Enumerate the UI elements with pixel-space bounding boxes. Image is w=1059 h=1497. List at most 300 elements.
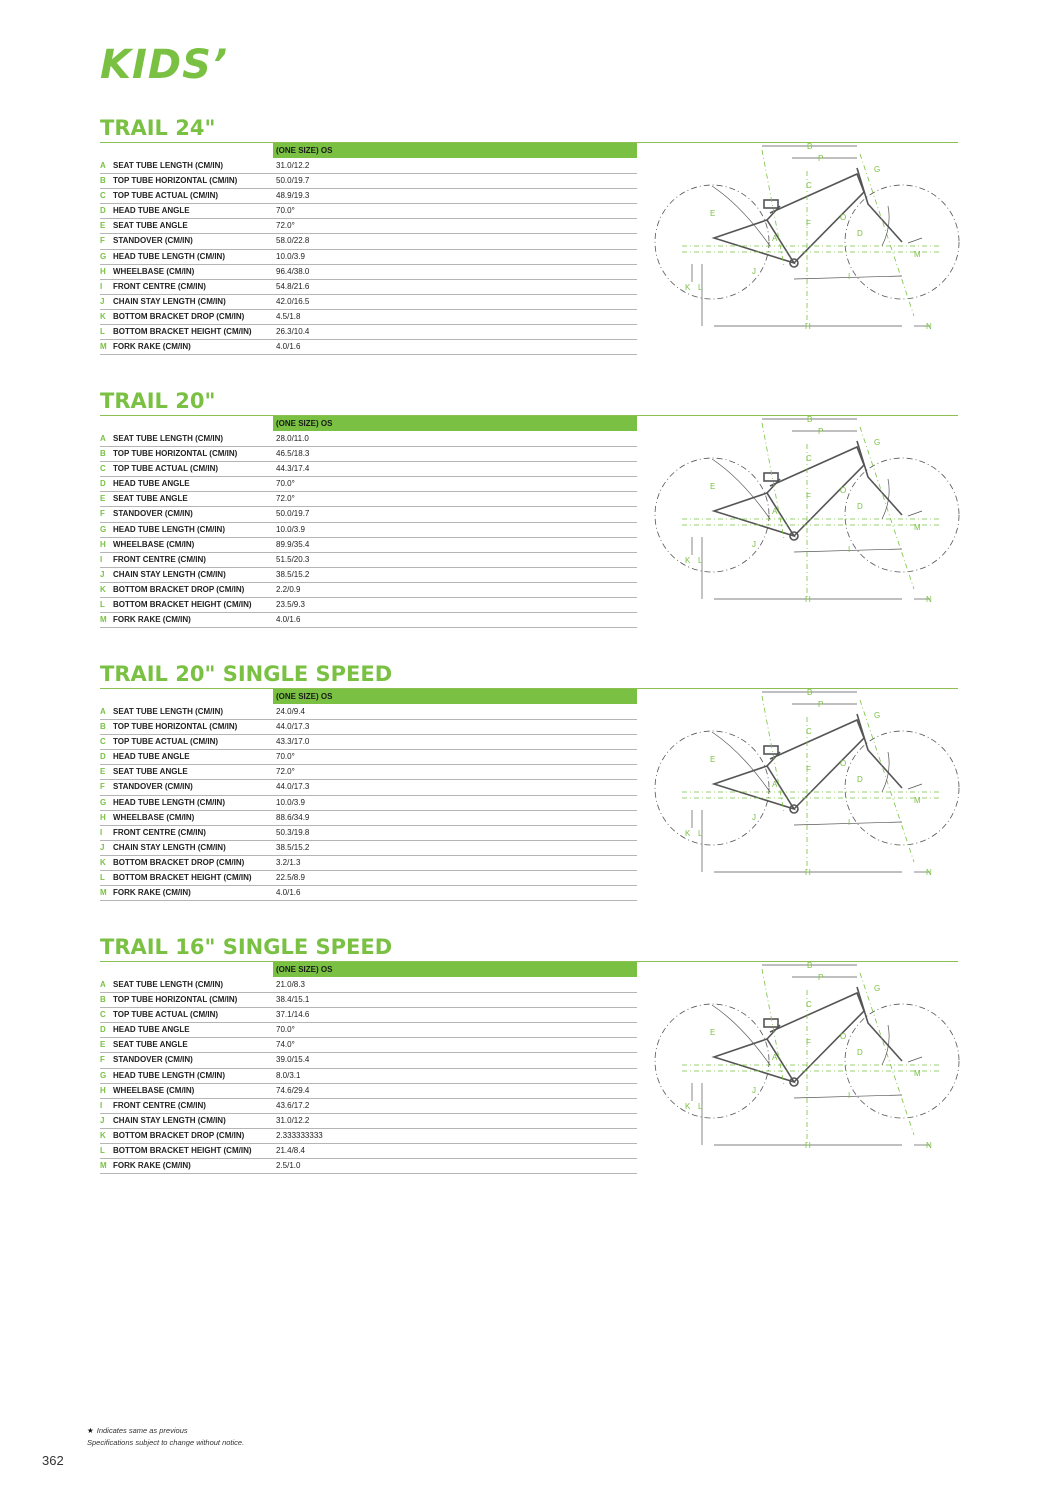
diagram-label-i: I bbox=[848, 545, 851, 554]
dimension-guides bbox=[682, 150, 942, 326]
table-row bbox=[100, 978, 637, 993]
table-row bbox=[100, 735, 637, 750]
dimension-label: FORK RAKE (CM/IN) bbox=[113, 342, 191, 352]
dimension-value: 70.0° bbox=[276, 206, 295, 216]
dimension-letter: J bbox=[100, 569, 105, 579]
dimension-label: FRONT CENTRE (CM/IN) bbox=[113, 827, 206, 837]
table-row bbox=[100, 811, 637, 826]
dimension-value: 38.5/15.2 bbox=[276, 569, 310, 579]
dimension-letter: B bbox=[100, 722, 106, 732]
table-row bbox=[100, 1129, 637, 1144]
table-row bbox=[100, 523, 637, 538]
diagram-label-k: K bbox=[685, 283, 691, 292]
dimension-letter: I bbox=[100, 281, 103, 291]
dimension-label: FRONT CENTRE (CM/IN) bbox=[113, 1100, 206, 1110]
dimension-value: 70.0° bbox=[276, 479, 295, 489]
diagram-label-i: I bbox=[848, 1091, 851, 1100]
dimension-letter: E bbox=[100, 767, 106, 777]
footnote-specifications: Specifications subject to change without notice. bbox=[87, 1438, 245, 1447]
diagram-label-h: H bbox=[805, 1141, 811, 1150]
table-row bbox=[100, 1084, 637, 1099]
dimension-value: 38.4/15.1 bbox=[276, 995, 310, 1005]
dimension-value: 31.0/12.2 bbox=[276, 1115, 310, 1125]
diagram-label-c: C bbox=[806, 454, 812, 463]
dimension-letter: K bbox=[100, 311, 106, 321]
dimension-value: 2.2/0.9 bbox=[276, 584, 301, 594]
dimension-value: 24.0/9.4 bbox=[276, 707, 305, 716]
dimension-letter: I bbox=[100, 554, 103, 564]
dimension-label: BOTTOM BRACKET HEIGHT (CM/IN) bbox=[113, 327, 252, 337]
steer-axis-line bbox=[860, 973, 914, 1135]
table-row bbox=[100, 841, 637, 856]
front-triangle bbox=[767, 447, 864, 536]
dimension-value: 10.0/3.9 bbox=[276, 251, 305, 261]
dimension-label: STANDOVER (CM/IN) bbox=[113, 1055, 193, 1065]
dimension-label: SEAT TUBE ANGLE bbox=[113, 767, 188, 777]
dimension-letter: E bbox=[100, 221, 106, 231]
fork bbox=[857, 168, 902, 242]
geometry-diagram-container bbox=[652, 142, 958, 331]
dimension-value: 70.0° bbox=[276, 752, 295, 762]
dimension-guides bbox=[682, 969, 942, 1145]
diagram-label-d: D bbox=[857, 775, 863, 784]
geometry-table bbox=[100, 978, 637, 1174]
diagram-label-g: G bbox=[874, 711, 881, 720]
table-row bbox=[100, 204, 637, 219]
dimension-label: SEAT TUBE ANGLE bbox=[113, 1040, 188, 1050]
dimension-label: BOTTOM BRACKET DROP (CM/IN) bbox=[113, 584, 245, 594]
geometry-table bbox=[100, 159, 637, 355]
dimension-value: 2.5/1.0 bbox=[276, 1161, 301, 1171]
diagram-label-a: A bbox=[772, 1053, 778, 1062]
dimension-label: BOTTOM BRACKET DROP (CM/IN) bbox=[113, 311, 245, 321]
table-row bbox=[100, 462, 637, 477]
table-row bbox=[100, 310, 637, 325]
diagram-label-b: B bbox=[807, 415, 813, 424]
dimension-value: 46.5/18.3 bbox=[276, 449, 310, 459]
dimension-value: 31.0/12.2 bbox=[276, 161, 310, 170]
table-row bbox=[100, 295, 637, 310]
diagram-label-j: J bbox=[752, 813, 756, 822]
steer-axis-line bbox=[860, 154, 914, 316]
dimension-value: 39.0/15.4 bbox=[276, 1055, 310, 1065]
geometry-diagram bbox=[652, 961, 958, 1150]
table-row bbox=[100, 189, 637, 204]
seat-clamp bbox=[764, 200, 778, 208]
diagram-label-j: J bbox=[752, 267, 756, 276]
diagram-label-f: F bbox=[806, 1038, 811, 1047]
table-row bbox=[100, 174, 637, 189]
dimension-value: 88.6/34.9 bbox=[276, 812, 310, 822]
table-row bbox=[100, 477, 637, 492]
dimension-label: HEAD TUBE LENGTH (CM/IN) bbox=[113, 524, 225, 534]
dimension-letter: D bbox=[100, 1025, 106, 1035]
dimension-letter: E bbox=[100, 1040, 106, 1050]
diagram-label-m: M bbox=[914, 1069, 921, 1078]
section-title: TRAIL 16" SINGLE SPEED bbox=[100, 935, 393, 959]
diagram-label-e: E bbox=[710, 482, 716, 491]
dimension-letter: L bbox=[100, 600, 105, 610]
dimension-value: 4.0/1.6 bbox=[276, 888, 301, 898]
dimension-label: HEAD TUBE LENGTH (CM/IN) bbox=[113, 797, 225, 807]
footer-notes bbox=[87, 1425, 244, 1449]
dimension-value: 74.0° bbox=[276, 1040, 295, 1050]
dimension-value: 23.5/9.3 bbox=[276, 600, 305, 610]
size-column-header: (ONE SIZE) OS bbox=[273, 143, 637, 158]
dimension-letter: L bbox=[100, 1146, 105, 1156]
geometry-diagram-container bbox=[652, 415, 958, 604]
front-triangle bbox=[767, 174, 864, 263]
dimension-arrows bbox=[692, 146, 930, 326]
table-row bbox=[100, 250, 637, 265]
table-row bbox=[100, 1114, 637, 1129]
size-column-header: (ONE SIZE) OS bbox=[273, 689, 637, 704]
diagram-label-p: P bbox=[818, 154, 824, 163]
dimension-letter: H bbox=[100, 539, 106, 549]
section-title: TRAIL 20" bbox=[100, 389, 216, 413]
size-column-header: (ONE SIZE) OS bbox=[273, 416, 637, 431]
table-row bbox=[100, 234, 637, 249]
table-row bbox=[100, 492, 637, 507]
dimension-label: SEAT TUBE LENGTH (CM/IN) bbox=[113, 707, 224, 716]
diagram-label-d: D bbox=[857, 502, 863, 511]
rear-wheel bbox=[655, 1004, 769, 1118]
dimension-letter: C bbox=[100, 464, 106, 474]
dimension-value: 43.6/17.2 bbox=[276, 1100, 310, 1110]
diagram-label-c: C bbox=[806, 1000, 812, 1009]
diagram-label-l: L bbox=[698, 556, 703, 565]
dimension-value: 51.5/20.3 bbox=[276, 554, 310, 564]
diagram-label-e: E bbox=[710, 209, 716, 218]
dimension-label: CHAIN STAY LENGTH (CM/IN) bbox=[113, 296, 226, 306]
rear-wheel bbox=[655, 185, 769, 299]
dimension-letter: K bbox=[100, 1130, 106, 1140]
dimension-letter: G bbox=[100, 251, 107, 261]
diagram-label-g: G bbox=[874, 438, 881, 447]
fork bbox=[857, 714, 902, 788]
dimension-value: 72.0° bbox=[276, 221, 295, 231]
dimension-label: HEAD TUBE LENGTH (CM/IN) bbox=[113, 1070, 225, 1080]
dimension-value: 54.8/21.6 bbox=[276, 281, 310, 291]
table-row bbox=[100, 1023, 637, 1038]
table-row bbox=[100, 219, 637, 234]
footnote-same-as-previous: Indicates same as previous bbox=[96, 1426, 188, 1435]
dimension-label: TOP TUBE ACTUAL (CM/IN) bbox=[113, 191, 219, 201]
dimension-value: 44.0/17.3 bbox=[276, 782, 310, 792]
dimension-label: WHEELBASE (CM/IN) bbox=[113, 1085, 195, 1095]
dimension-label: SEAT TUBE LENGTH (CM/IN) bbox=[113, 434, 224, 443]
dimension-letter: B bbox=[100, 449, 106, 459]
dimension-letter: D bbox=[100, 479, 106, 489]
dimension-value: 3.2/1.3 bbox=[276, 857, 301, 867]
dimension-letter: L bbox=[100, 873, 105, 883]
dimension-label: WHEELBASE (CM/IN) bbox=[113, 812, 195, 822]
diagram-label-l: L bbox=[698, 1102, 703, 1111]
dimension-label: FORK RAKE (CM/IN) bbox=[113, 888, 191, 898]
dimension-value: 2.333333333 bbox=[276, 1130, 323, 1140]
dimension-letter: L bbox=[100, 327, 105, 337]
table-row bbox=[100, 796, 637, 811]
diagram-label-g: G bbox=[874, 984, 881, 993]
dimension-label: BOTTOM BRACKET DROP (CM/IN) bbox=[113, 857, 245, 867]
table-row bbox=[100, 871, 637, 886]
dimension-label: TOP TUBE HORIZONTAL (CM/IN) bbox=[113, 995, 238, 1005]
dimension-letter: M bbox=[100, 615, 107, 625]
dimension-value: 10.0/3.9 bbox=[276, 797, 305, 807]
front-triangle bbox=[767, 993, 864, 1082]
diagram-label-p: P bbox=[818, 700, 824, 709]
page-number: 362 bbox=[42, 1453, 64, 1468]
dimension-label: FRONT CENTRE (CM/IN) bbox=[113, 554, 206, 564]
dimension-guides bbox=[682, 423, 942, 599]
dimension-letter: J bbox=[100, 1115, 105, 1125]
dimension-value: 50.0/19.7 bbox=[276, 176, 310, 186]
table-row bbox=[100, 765, 637, 780]
dimension-letter: G bbox=[100, 797, 107, 807]
table-row bbox=[100, 1144, 637, 1159]
dimension-value: 50.0/19.7 bbox=[276, 509, 310, 519]
dimension-label: FORK RAKE (CM/IN) bbox=[113, 1161, 191, 1171]
diagram-label-o: O bbox=[840, 759, 847, 768]
dimension-label: HEAD TUBE ANGLE bbox=[113, 479, 190, 489]
dimension-letter: B bbox=[100, 995, 106, 1005]
section-title: TRAIL 24" bbox=[100, 116, 216, 140]
geometry-diagram-container bbox=[652, 688, 958, 877]
dimension-value: 58.0/22.8 bbox=[276, 236, 310, 246]
dimension-value: 89.9/35.4 bbox=[276, 539, 310, 549]
dimension-label: TOP TUBE HORIZONTAL (CM/IN) bbox=[113, 176, 238, 186]
steer-axis-line bbox=[860, 427, 914, 589]
table-row bbox=[100, 265, 637, 280]
dimension-value: 4.5/1.8 bbox=[276, 311, 301, 321]
table-row bbox=[100, 1038, 637, 1053]
diagram-label-d: D bbox=[857, 229, 863, 238]
dimension-value: 43.3/17.0 bbox=[276, 737, 310, 747]
diagram-label-m: M bbox=[914, 796, 921, 805]
geometry-diagram-container bbox=[652, 961, 958, 1150]
diagram-label-b: B bbox=[807, 688, 813, 697]
table-row bbox=[100, 340, 637, 355]
table-row bbox=[100, 598, 637, 613]
dimension-letter: B bbox=[100, 176, 106, 186]
dimension-label: CHAIN STAY LENGTH (CM/IN) bbox=[113, 1115, 226, 1125]
dimension-letter: H bbox=[100, 812, 106, 822]
dimension-letter: M bbox=[100, 1161, 107, 1171]
table-row bbox=[100, 750, 637, 765]
dimension-letter: H bbox=[100, 266, 106, 276]
dimension-value: 38.5/15.2 bbox=[276, 842, 310, 852]
dimension-letter: C bbox=[100, 1010, 106, 1020]
diagram-label-b: B bbox=[807, 961, 813, 970]
dimension-guides bbox=[682, 696, 942, 872]
dimension-label: SEAT TUBE ANGLE bbox=[113, 494, 188, 504]
table-row bbox=[100, 1069, 637, 1084]
dimension-letter: G bbox=[100, 524, 107, 534]
table-row bbox=[100, 447, 637, 462]
dimension-letter: I bbox=[100, 1100, 103, 1110]
diagram-label-n: N bbox=[926, 868, 932, 877]
table-row bbox=[100, 538, 637, 553]
table-row bbox=[100, 159, 637, 174]
dimension-arrows bbox=[692, 692, 930, 872]
table-row bbox=[100, 613, 637, 628]
diagram-label-p: P bbox=[818, 973, 824, 982]
diagram-label-i: I bbox=[848, 272, 851, 281]
table-row bbox=[100, 583, 637, 598]
dimension-label: HEAD TUBE LENGTH (CM/IN) bbox=[113, 251, 225, 261]
dimension-label: BOTTOM BRACKET HEIGHT (CM/IN) bbox=[113, 873, 252, 883]
dimension-letter: A bbox=[100, 161, 106, 170]
dimension-letter: F bbox=[100, 236, 105, 246]
fork bbox=[857, 441, 902, 515]
table-row bbox=[100, 720, 637, 735]
diagram-label-o: O bbox=[840, 213, 847, 222]
rear-wheel bbox=[655, 458, 769, 572]
table-row bbox=[100, 568, 637, 583]
page-title: KIDS’ bbox=[100, 42, 229, 88]
fork bbox=[857, 987, 902, 1061]
diagram-label-n: N bbox=[926, 1141, 932, 1150]
dimension-value: 70.0° bbox=[276, 1025, 295, 1035]
dimension-value: 21.4/8.4 bbox=[276, 1146, 305, 1156]
diagram-label-h: H bbox=[805, 595, 811, 604]
table-row bbox=[100, 325, 637, 340]
dimension-label: TOP TUBE ACTUAL (CM/IN) bbox=[113, 737, 219, 747]
dimension-value: 21.0/8.3 bbox=[276, 980, 305, 989]
size-column-header: (ONE SIZE) OS bbox=[273, 962, 637, 977]
table-row bbox=[100, 553, 637, 568]
dimension-letter: G bbox=[100, 1070, 107, 1080]
dimension-label: TOP TUBE ACTUAL (CM/IN) bbox=[113, 464, 219, 474]
diagram-label-h: H bbox=[805, 868, 811, 877]
diagram-label-c: C bbox=[806, 181, 812, 190]
table-row bbox=[100, 993, 637, 1008]
seat-clamp bbox=[764, 746, 778, 754]
dimension-letter: C bbox=[100, 737, 106, 747]
geometry-diagram bbox=[652, 415, 958, 604]
table-row bbox=[100, 826, 637, 841]
dimension-letter: D bbox=[100, 206, 106, 216]
section-title: TRAIL 20" SINGLE SPEED bbox=[100, 662, 393, 686]
dimension-label: WHEELBASE (CM/IN) bbox=[113, 266, 195, 276]
diagram-label-m: M bbox=[914, 250, 921, 259]
diagram-label-k: K bbox=[685, 829, 691, 838]
dimension-letter: M bbox=[100, 342, 107, 352]
dimension-value: 72.0° bbox=[276, 494, 295, 504]
diagram-label-p: P bbox=[818, 427, 824, 436]
diagram-label-j: J bbox=[752, 540, 756, 549]
geometry-table bbox=[100, 432, 637, 628]
dimension-label: CHAIN STAY LENGTH (CM/IN) bbox=[113, 569, 226, 579]
dimension-value: 50.3/19.8 bbox=[276, 827, 310, 837]
diagram-label-f: F bbox=[806, 765, 811, 774]
dimension-arrows bbox=[692, 965, 930, 1145]
diagram-label-a: A bbox=[772, 507, 778, 516]
dimension-label: STANDOVER (CM/IN) bbox=[113, 782, 193, 792]
dimension-letter: K bbox=[100, 584, 106, 594]
diagram-label-f: F bbox=[806, 492, 811, 501]
table-row bbox=[100, 1159, 637, 1174]
dimension-value: 44.3/17.4 bbox=[276, 464, 310, 474]
diagram-label-k: K bbox=[685, 1102, 691, 1111]
dimension-letter: D bbox=[100, 752, 106, 762]
dimension-label: STANDOVER (CM/IN) bbox=[113, 236, 193, 246]
diagram-label-n: N bbox=[926, 595, 932, 604]
seat-clamp bbox=[764, 473, 778, 481]
dimension-label: HEAD TUBE ANGLE bbox=[113, 752, 190, 762]
dimension-label: FRONT CENTRE (CM/IN) bbox=[113, 281, 206, 291]
dimension-arrows bbox=[692, 419, 930, 599]
dimension-letter: E bbox=[100, 494, 106, 504]
dimension-label: STANDOVER (CM/IN) bbox=[113, 509, 193, 519]
table-row bbox=[100, 507, 637, 522]
dimension-label: CHAIN STAY LENGTH (CM/IN) bbox=[113, 842, 226, 852]
diagram-label-l: L bbox=[698, 283, 703, 292]
diagram-label-f: F bbox=[806, 219, 811, 228]
diagram-label-j: J bbox=[752, 1086, 756, 1095]
dimension-label: BOTTOM BRACKET DROP (CM/IN) bbox=[113, 1130, 245, 1140]
dimension-label: TOP TUBE HORIZONTAL (CM/IN) bbox=[113, 722, 238, 732]
dimension-letter: C bbox=[100, 191, 106, 201]
dimension-letter: J bbox=[100, 842, 105, 852]
dimension-letter: K bbox=[100, 857, 106, 867]
diagram-label-a: A bbox=[772, 234, 778, 243]
steer-axis-line bbox=[860, 700, 914, 862]
dimension-label: FORK RAKE (CM/IN) bbox=[113, 615, 191, 625]
dimension-letter: M bbox=[100, 888, 107, 898]
dimension-value: 48.9/19.3 bbox=[276, 191, 310, 201]
diagram-label-a: A bbox=[772, 780, 778, 789]
table-row bbox=[100, 1099, 637, 1114]
dimension-label: SEAT TUBE LENGTH (CM/IN) bbox=[113, 161, 224, 170]
dimension-letter: F bbox=[100, 509, 105, 519]
dimension-value: 72.0° bbox=[276, 767, 295, 777]
dimension-value: 10.0/3.9 bbox=[276, 524, 305, 534]
dimension-value: 44.0/17.3 bbox=[276, 722, 310, 732]
dimension-letter: A bbox=[100, 980, 106, 989]
diagram-label-b: B bbox=[807, 142, 813, 151]
dimension-letter: H bbox=[100, 1085, 106, 1095]
dimension-value: 28.0/11.0 bbox=[276, 434, 309, 443]
dimension-value: 22.5/8.9 bbox=[276, 873, 305, 883]
dimension-value: 8.0/3.1 bbox=[276, 1070, 301, 1080]
diagram-label-c: C bbox=[806, 727, 812, 736]
dimension-value: 4.0/1.6 bbox=[276, 342, 301, 352]
diagram-label-h: H bbox=[805, 322, 811, 331]
diagram-label-d: D bbox=[857, 1048, 863, 1057]
dimension-letter: I bbox=[100, 827, 103, 837]
front-triangle bbox=[767, 720, 864, 809]
diagram-label-l: L bbox=[698, 829, 703, 838]
seat-clamp bbox=[764, 1019, 778, 1027]
table-row bbox=[100, 280, 637, 295]
dimension-label: TOP TUBE HORIZONTAL (CM/IN) bbox=[113, 449, 238, 459]
dimension-value: 37.1/14.6 bbox=[276, 1010, 310, 1020]
table-row bbox=[100, 780, 637, 795]
table-row bbox=[100, 886, 637, 901]
dimension-label: TOP TUBE ACTUAL (CM/IN) bbox=[113, 1010, 219, 1020]
dimension-letter: F bbox=[100, 1055, 105, 1065]
dimension-label: HEAD TUBE ANGLE bbox=[113, 1025, 190, 1035]
dimension-label: BOTTOM BRACKET HEIGHT (CM/IN) bbox=[113, 1146, 252, 1156]
dimension-label: WHEELBASE (CM/IN) bbox=[113, 539, 195, 549]
dimension-value: 42.0/16.5 bbox=[276, 296, 310, 306]
table-row bbox=[100, 705, 637, 720]
diagram-label-o: O bbox=[840, 486, 847, 495]
table-row bbox=[100, 432, 637, 447]
geometry-diagram bbox=[652, 688, 958, 877]
dimension-label: BOTTOM BRACKET HEIGHT (CM/IN) bbox=[113, 600, 252, 610]
